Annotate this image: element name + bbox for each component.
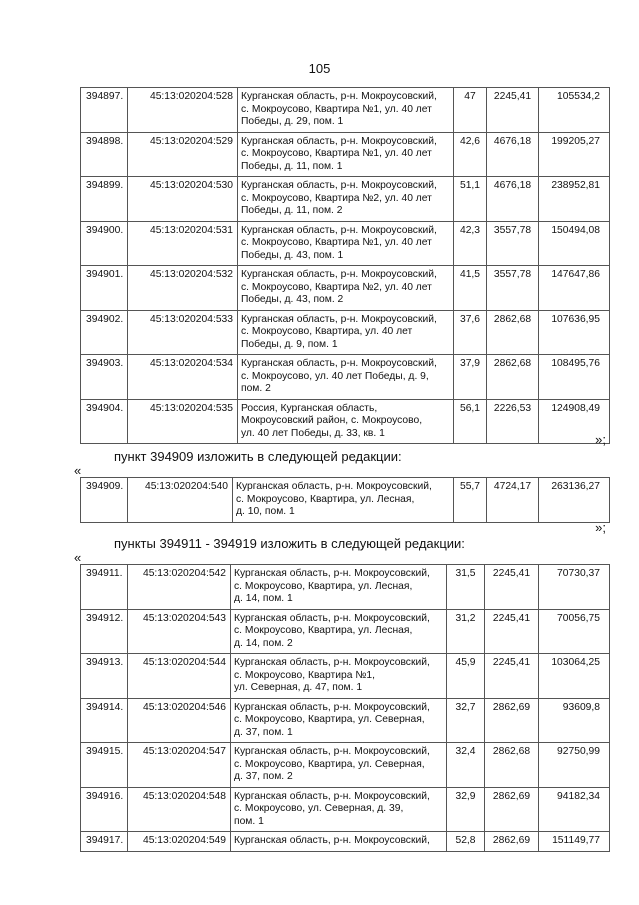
cadastral-number-cell: 45:13:020204:531 — [128, 221, 238, 266]
unit-price-cell: 4676,18 — [487, 177, 539, 222]
registry-table-2 — [80, 477, 610, 523]
unit-price-cell: 2862,69 — [485, 698, 539, 743]
address-line: д. 37, пом. 2 — [234, 771, 293, 782]
address-line: с. Мокроусово, Квартира №2, ул. 40 лет — [241, 281, 432, 293]
table-row — [81, 177, 610, 222]
address-line: с. Мокроусово, Квартира №1, ул. 40 лет — [241, 148, 432, 159]
address-line: д. 14, пом. 1 — [234, 593, 293, 604]
amendment-instruction-1: пункт 394909 изложить в следующей редакции: — [114, 449, 402, 464]
cadastral-number-cell: 45:13:020204:534 — [128, 355, 238, 400]
area-cell: 42,6 — [454, 132, 487, 177]
unit-price-cell: 2245,41 — [485, 654, 539, 699]
area-cell: 31,2 — [447, 609, 485, 654]
address-line: Победы, д. 11, пом. 2 — [241, 205, 343, 216]
area-cell: 55,7 — [454, 478, 487, 523]
address-cell — [231, 832, 447, 852]
unit-price-cell: 2226,53 — [487, 399, 539, 444]
address-line: с. Мокроусово, Квартира, ул. Лесная, — [234, 580, 413, 592]
table-row — [81, 221, 610, 266]
registry-table-3 — [80, 564, 610, 852]
unit-price-cell: 2245,41 — [485, 565, 539, 610]
area-cell: 32,9 — [447, 787, 485, 832]
area-cell: 51,1 — [454, 177, 487, 222]
area-cell: 37,6 — [454, 310, 487, 355]
total-value-cell: 103064,25 — [539, 654, 610, 699]
address-cell — [231, 743, 447, 788]
address-line: пом. 1 — [234, 815, 264, 827]
address-line: с. Мокроусово, ул. Северная, д. 39, — [234, 803, 404, 814]
table-row — [81, 266, 610, 311]
cadastral-number-cell: 45:13:020204:546 — [128, 698, 231, 743]
cadastral-number-cell: 45:13:020204:549 — [128, 832, 231, 852]
cadastral-number-cell: 45:13:020204:547 — [128, 743, 231, 788]
unit-price-cell: 3557,78 — [487, 266, 539, 311]
area-cell: 52,8 — [447, 832, 485, 852]
unit-price-cell: 2862,68 — [487, 355, 539, 400]
address-line: Курганская область, р-н. Мокроусовский, — [241, 358, 437, 369]
cadastral-number-cell: 45:13:020204:530 — [128, 177, 238, 222]
area-cell: 41,5 — [454, 266, 487, 311]
area-cell: 56,1 — [454, 399, 487, 444]
table-row — [81, 832, 610, 852]
row-number-cell: 394909. — [81, 478, 128, 523]
table-row — [81, 88, 610, 133]
area-cell: 37,9 — [454, 355, 487, 400]
address-line: ул. 40 лет Победы, д. 33, кв. 1 — [241, 427, 385, 439]
closing-quote-2: »; — [595, 520, 606, 535]
address-line: с. Мокроусово, ул. 40 лет Победы, д. 9, — [241, 370, 429, 382]
cadastral-number-cell: 45:13:020204:533 — [128, 310, 238, 355]
address-line: Победы, д. 11, пом. 1 — [241, 160, 343, 172]
page-number: 105 — [308, 61, 331, 76]
address-line: пом. 2 — [241, 383, 271, 394]
total-value-cell: 199205,27 — [539, 132, 610, 177]
row-number-cell: 394914. — [81, 698, 128, 743]
cadastral-number-cell: 45:13:020204:532 — [128, 266, 238, 311]
cadastral-number-cell: 45:13:020204:540 — [128, 478, 233, 523]
opening-quote-2: « — [74, 550, 82, 565]
unit-price-cell: 4676,18 — [487, 132, 539, 177]
row-number-cell: 394913. — [81, 654, 128, 699]
area-cell: 42,3 — [454, 221, 487, 266]
total-value-cell: 93609,8 — [539, 698, 610, 743]
total-value-cell: 124908,49 — [539, 399, 610, 444]
unit-price-cell: 2862,68 — [487, 310, 539, 355]
row-number-cell: 394897. — [81, 88, 128, 133]
cadastral-number-cell: 45:13:020204:543 — [128, 609, 231, 654]
address-line: Победы, д. 29, пом. 1 — [241, 116, 344, 127]
unit-price-cell: 4724,17 — [487, 478, 539, 523]
address-line: Победы, д. 43, пом. 1 — [241, 249, 344, 261]
table-row — [81, 743, 610, 788]
row-number-cell: 394898. — [81, 132, 128, 177]
unit-price-cell: 3557,78 — [487, 221, 539, 266]
table-row — [81, 698, 610, 743]
address-cell — [231, 698, 447, 743]
address-line: Курганская область, р-н. Мокроусовский, — [234, 657, 430, 668]
address-line: Курганская область, р-н. Мокроусовский, — [241, 224, 437, 236]
address-line: Мокроусовский район, с. Мокроусово, — [241, 415, 423, 426]
row-number-cell: 394904. — [81, 399, 128, 444]
address-line: Курганская область, р-н. Мокроусовский, — [234, 612, 430, 624]
cadastral-number-cell: 45:13:020204:528 — [128, 88, 238, 133]
address-cell — [238, 266, 454, 311]
address-cell — [233, 478, 454, 523]
address-line: д. 37, пом. 1 — [234, 726, 293, 738]
unit-price-cell: 2245,41 — [485, 609, 539, 654]
address-line: Победы, д. 9, пом. 1 — [241, 338, 338, 350]
unit-price-cell: 2862,69 — [485, 787, 539, 832]
table-row — [81, 132, 610, 177]
address-line: Курганская область, р-н. Мокроусовский, — [234, 835, 430, 846]
address-line: Курганская область, р-н. Мокроусовский, — [234, 746, 430, 757]
address-line: с. Мокроусово, Квартира, ул. Северная, — [234, 714, 425, 725]
address-line: д. 10, пом. 1 — [236, 506, 295, 517]
cadastral-number-cell: 45:13:020204:548 — [128, 787, 231, 832]
address-cell — [238, 177, 454, 222]
address-cell — [238, 221, 454, 266]
table-row — [81, 565, 610, 610]
address-cell — [238, 310, 454, 355]
address-cell — [231, 609, 447, 654]
address-line: с. Мокроусово, Квартира №2, ул. 40 лет — [241, 192, 432, 204]
address-line: Россия, Курганская область, — [241, 402, 378, 414]
row-number-cell: 394902. — [81, 310, 128, 355]
closing-quote-1: »; — [595, 432, 606, 447]
area-cell: 31,5 — [447, 565, 485, 610]
address-line: Курганская область, р-н. Мокроусовский, — [234, 568, 430, 579]
area-cell: 45,9 — [447, 654, 485, 699]
address-line: с. Мокроусово, Квартира, ул. Лесная, — [236, 493, 415, 505]
total-value-cell: 108495,76 — [539, 355, 610, 400]
cadastral-number-cell: 45:13:020204:535 — [128, 399, 238, 444]
address-line: Курганская область, р-н. Мокроусовский, — [234, 790, 430, 802]
total-value-cell: 94182,34 — [539, 787, 610, 832]
unit-price-cell: 2862,69 — [485, 832, 539, 852]
address-line: с. Мокроусово, Квартира №1, ул. 40 лет — [241, 237, 432, 248]
cadastral-number-cell: 45:13:020204:542 — [128, 565, 231, 610]
row-number-cell: 394903. — [81, 355, 128, 400]
address-line: Курганская область, р-н. Мокроусовский, — [234, 701, 430, 713]
address-line: Курганская область, р-н. Мокроусовский, — [241, 313, 437, 325]
address-line: с. Мокроусово, Квартира, ул. Лесная, — [234, 625, 413, 636]
address-cell — [238, 399, 454, 444]
address-cell — [238, 88, 454, 133]
address-line: Курганская область, р-н. Мокроусовский, — [241, 269, 437, 280]
total-value-cell: 92750,99 — [539, 743, 610, 788]
unit-price-cell: 2862,68 — [485, 743, 539, 788]
area-cell: 32,7 — [447, 698, 485, 743]
cadastral-number-cell: 45:13:020204:544 — [128, 654, 231, 699]
table-row — [81, 609, 610, 654]
total-value-cell: 70056,75 — [539, 609, 610, 654]
cadastral-number-cell: 45:13:020204:529 — [128, 132, 238, 177]
address-line: с. Мокроусово, Квартира, ул. 40 лет — [241, 326, 413, 337]
table-row — [81, 787, 610, 832]
opening-quote-1: « — [74, 463, 82, 478]
area-cell: 47 — [454, 88, 487, 133]
address-cell — [231, 654, 447, 699]
total-value-cell: 107636,95 — [539, 310, 610, 355]
table-row — [81, 478, 610, 523]
address-cell — [231, 787, 447, 832]
address-cell — [238, 132, 454, 177]
table-row — [81, 310, 610, 355]
row-number-cell: 394916. — [81, 787, 128, 832]
table-row — [81, 355, 610, 400]
total-value-cell: 238952,81 — [539, 177, 610, 222]
address-line: Курганская область, р-н. Мокроусовский, — [241, 91, 437, 102]
table-row — [81, 399, 610, 444]
total-value-cell: 105534,2 — [539, 88, 610, 133]
total-value-cell: 263136,27 — [539, 478, 610, 523]
row-number-cell: 394915. — [81, 743, 128, 788]
table-row — [81, 654, 610, 699]
total-value-cell: 151149,77 — [539, 832, 610, 852]
address-line: Победы, д. 43, пом. 2 — [241, 294, 344, 305]
address-line: с. Мокроусово, Квартира №1, ул. 40 лет — [241, 103, 432, 115]
address-line: с. Мокроусово, Квартира №1, — [234, 669, 375, 681]
total-value-cell: 70730,37 — [539, 565, 610, 610]
address-line: ул. Северная, д. 47, пом. 1 — [234, 682, 363, 693]
total-value-cell: 150494,08 — [539, 221, 610, 266]
row-number-cell: 394911. — [81, 565, 128, 610]
address-line: Курганская область, р-н. Мокроусовский, — [241, 180, 437, 191]
address-line: д. 14, пом. 2 — [234, 637, 293, 649]
address-line: Курганская область, р-н. Мокроусовский, — [241, 135, 437, 147]
registry-table-1 — [80, 87, 610, 444]
address-line: Курганская область, р-н. Мокроусовский, — [236, 481, 432, 492]
row-number-cell: 394901. — [81, 266, 128, 311]
address-line: с. Мокроусово, Квартира, ул. Северная, — [234, 758, 425, 770]
address-cell — [238, 355, 454, 400]
row-number-cell: 394912. — [81, 609, 128, 654]
row-number-cell: 394899. — [81, 177, 128, 222]
row-number-cell: 394917. — [81, 832, 128, 852]
unit-price-cell: 2245,41 — [487, 88, 539, 133]
address-cell — [231, 565, 447, 610]
amendment-instruction-2: пункты 394911 - 394919 изложить в следующей редакции: — [114, 536, 465, 551]
total-value-cell: 147647,86 — [539, 266, 610, 311]
row-number-cell: 394900. — [81, 221, 128, 266]
area-cell: 32,4 — [447, 743, 485, 788]
